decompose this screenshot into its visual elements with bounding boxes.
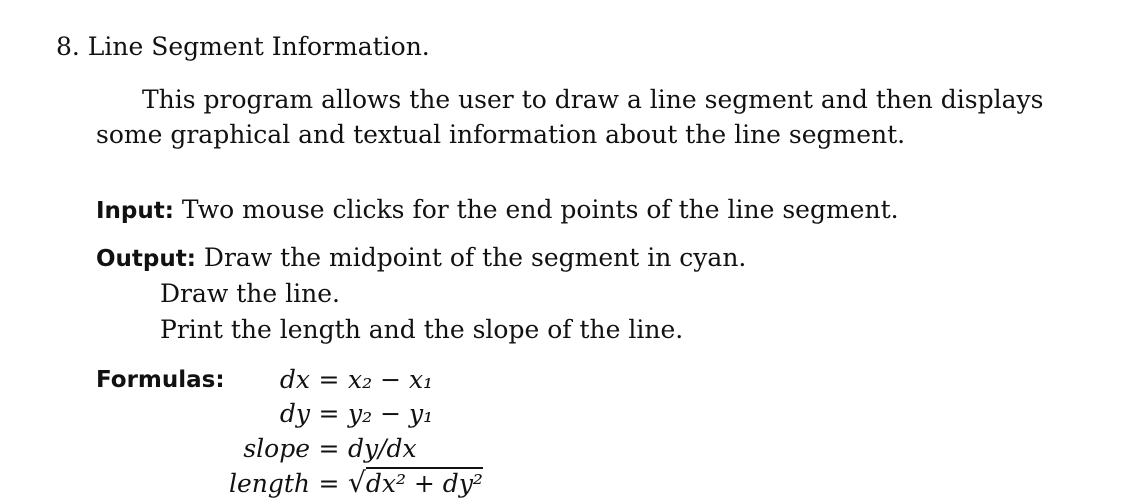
input-text: Two mouse clicks for the end points of the line segment. [181, 195, 899, 224]
formula-rhs: y₂ − y₁ [348, 399, 434, 428]
output-line: Draw the midpoint of the segment in cyan. [203, 243, 747, 272]
intro-paragraph [96, 82, 1046, 152]
formula-length [120, 467, 483, 501]
formula-rhs: dy/dx [348, 434, 417, 463]
intro-line-2: some graphical and textual information about the line segment. [96, 120, 906, 149]
formula-equals: = [318, 434, 340, 463]
intro-line-1: This program allows the user to draw a line segment and then displays [142, 85, 1044, 114]
square-root [348, 467, 483, 498]
output-line: Draw the line. [160, 279, 340, 308]
formulas-label: Formulas: [96, 367, 225, 393]
formula-lhs: slope [243, 434, 310, 463]
output-row [96, 241, 746, 276]
formula-dx [120, 363, 433, 397]
input-row [96, 193, 899, 228]
formula-lhs: length [228, 469, 310, 498]
radical-sign: √ [348, 466, 366, 499]
formula-lhs: dy [279, 399, 310, 428]
output-label: Output: [96, 246, 196, 272]
formula-equals: = [318, 365, 340, 394]
section-heading: 8. Line Segment Information. [56, 32, 430, 61]
formula-rhs: x₂ − x₁ [348, 365, 434, 394]
formula-dy [120, 397, 433, 431]
formula-slope [120, 432, 417, 466]
output-line: Print the length and the slope of the line. [160, 315, 684, 344]
formula-equals: = [318, 399, 340, 428]
formula-rhs: dx² + dy² [365, 469, 483, 498]
formula-lhs: dx [279, 365, 310, 394]
formula-equals: = [318, 469, 340, 498]
input-label: Input: [96, 198, 174, 224]
